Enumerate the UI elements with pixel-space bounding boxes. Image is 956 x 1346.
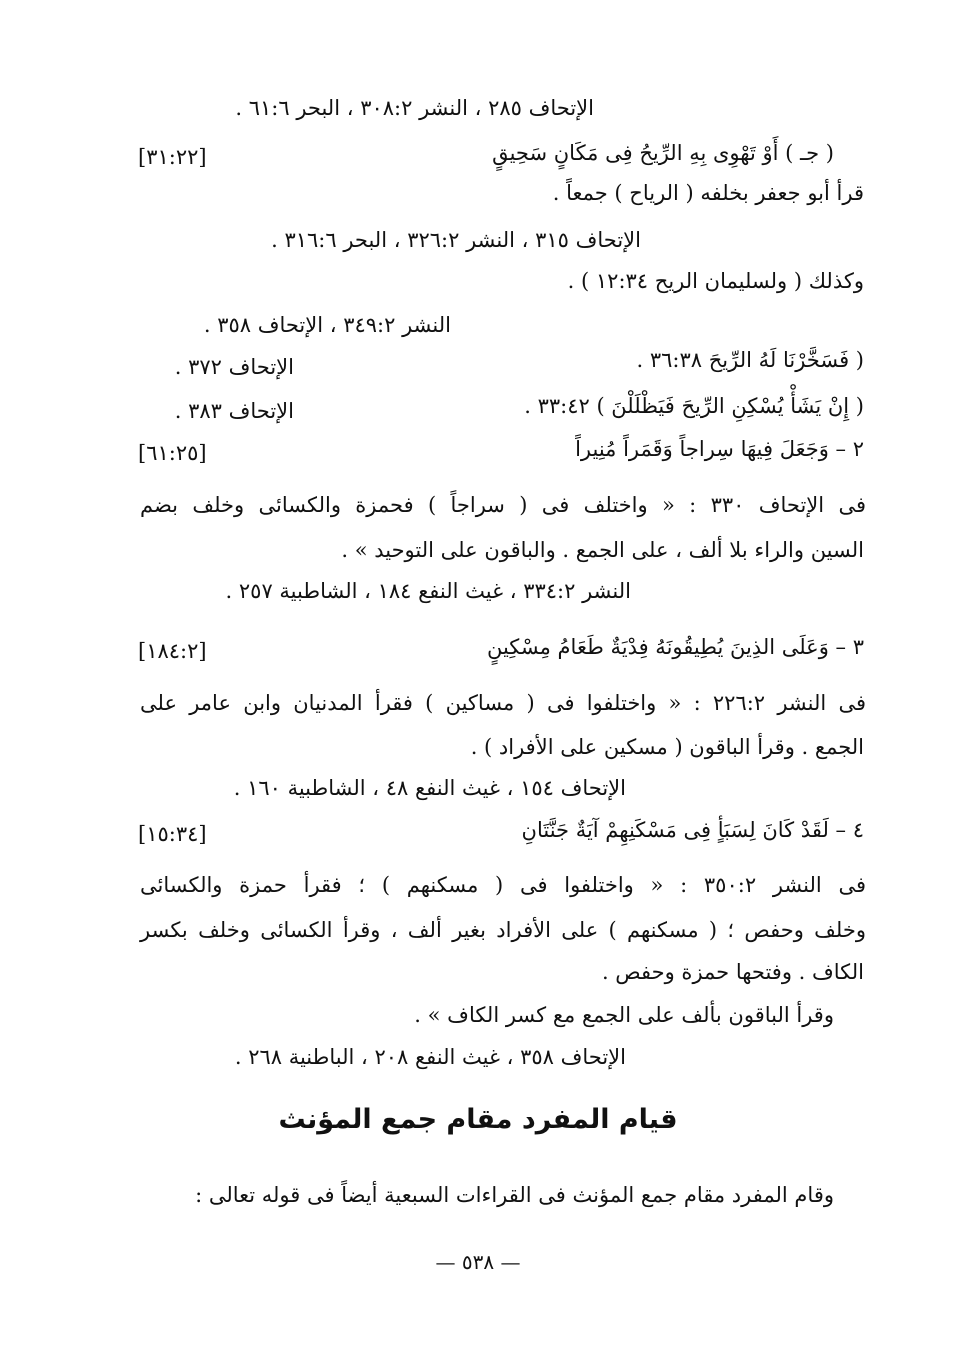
text-line: النشر ٣٣٤:٢ ، غيث النفع ١٨٤ ، الشاطبية ٢٥٧ .	[225, 579, 631, 603]
verse-line: ٤ – لَقَدْ كَانَ لِسَبَأٍ فِى مَسْكَنِهِمْ آيَةٌ جَنَّتَانِ	[521, 818, 864, 842]
text-line: فى الإتحاف ٣٣٠ : « واختلف فى ( سراجاً ) فحمزة والكسائى وخلف بضم	[140, 493, 866, 517]
text-line: الإتحاف ٢٨٥ ، النشر ٣٠٨:٢ ، البحر ٦١:٦ .	[235, 96, 594, 120]
page-number: — ٥٣٨ —	[435, 1250, 521, 1274]
verse-line: ٣ – وَعَلَى الذِينَ يُطِيقُونَهُ فِدْيَةٌ طَعَامُ مِسْكِينٍ	[486, 635, 864, 659]
text-line: وكذلك ( ولسليمان الريح ١٢:٣٤ ) .	[567, 269, 864, 293]
text-line: النشر ٣٤٩:٢ ، الإتحاف ٣٥٨ .	[203, 313, 451, 337]
text-line: الإتحاف ٣٨٣ .	[174, 399, 294, 423]
text-line: الجمع . وقرأ الباقون ( مسكين على الأفراد ) .	[470, 735, 864, 759]
verse-reference: [٣١:٢٢]	[138, 145, 207, 169]
verse-reference: [٦١:٢٥]	[138, 441, 207, 465]
verse-line: ( فَسَخَّرْنَا لَهُ الرِّيحَ ٣٦:٣٨ .	[636, 348, 864, 372]
text-line: الإتحاف ٣٥٨ ، غيث النفع ٢٠٨ ، الباطنية ٢٦٨ .	[234, 1045, 626, 1069]
text-line: فى النشر ٢٢٦:٢ : « واختلفوا فى ( مساكين ) فقرأ المدنيان وابن عامر على	[140, 691, 866, 715]
verse-line: ٢ – وَجَعَلَ فِيهَا سِراجاً وَقَمَراً مُنِيراً	[575, 437, 864, 461]
text-line: الإتحاف ١٥٤ ، غيث النفع ٤٨ ، الشاطبية ١٦٠ .	[233, 776, 626, 800]
text-line: وقام المفرد مقام جمع المؤنث فى القراءات السبعية أيضاً فى قوله تعالى :	[195, 1183, 834, 1207]
text-line: الكاف . وفتحها حمزة وحفص .	[601, 960, 864, 984]
verse-reference: [١٨٤:٢]	[138, 639, 207, 663]
text-line: الإتحاف ٣٧٢ .	[174, 355, 294, 379]
text-line: الإتحاف ٣١٥ ، النشر ٣٢٦:٢ ، البحر ٣١٦:٦ .	[271, 228, 641, 252]
text-line: وقرأ الباقون بألف على الجمع مع كسر الكاف » .	[414, 1003, 834, 1027]
verse-line: ( جـ ) أَوْ تَهْوِى بِهِ الرِّيحُ فِى مَكَانٍ سَحِيقٍ	[492, 141, 834, 165]
verse-line: ( إِنْ يَشَأْ يُسْكِنِ الرِّيحَ فَيَظْلَلْنَ ) ٣٣:٤٢ .	[524, 394, 864, 418]
section-heading: قيام المفرد مقام جمع المؤنث	[278, 1104, 678, 1135]
text-line: فى النشر ٣٥٠:٢ : « واختلفوا فى ( مسكنهم ) ؛ فقرأ حمزة والكسائى	[140, 873, 866, 897]
text-line: وخلف وحفص ؛ ( مسكنهم ) على الأفراد بغير ألف ، وقرأ الكسائى وخلف بكسر	[140, 918, 866, 942]
verse-reference: [١٥:٣٤]	[138, 822, 207, 846]
text-line: السين والراء بلا ألف ، على الجمع . والباقون على التوحيد » .	[341, 538, 864, 562]
text-line: قرأ أبو جعفر بخلفه ( الرياح ) جمعاً .	[552, 181, 864, 205]
